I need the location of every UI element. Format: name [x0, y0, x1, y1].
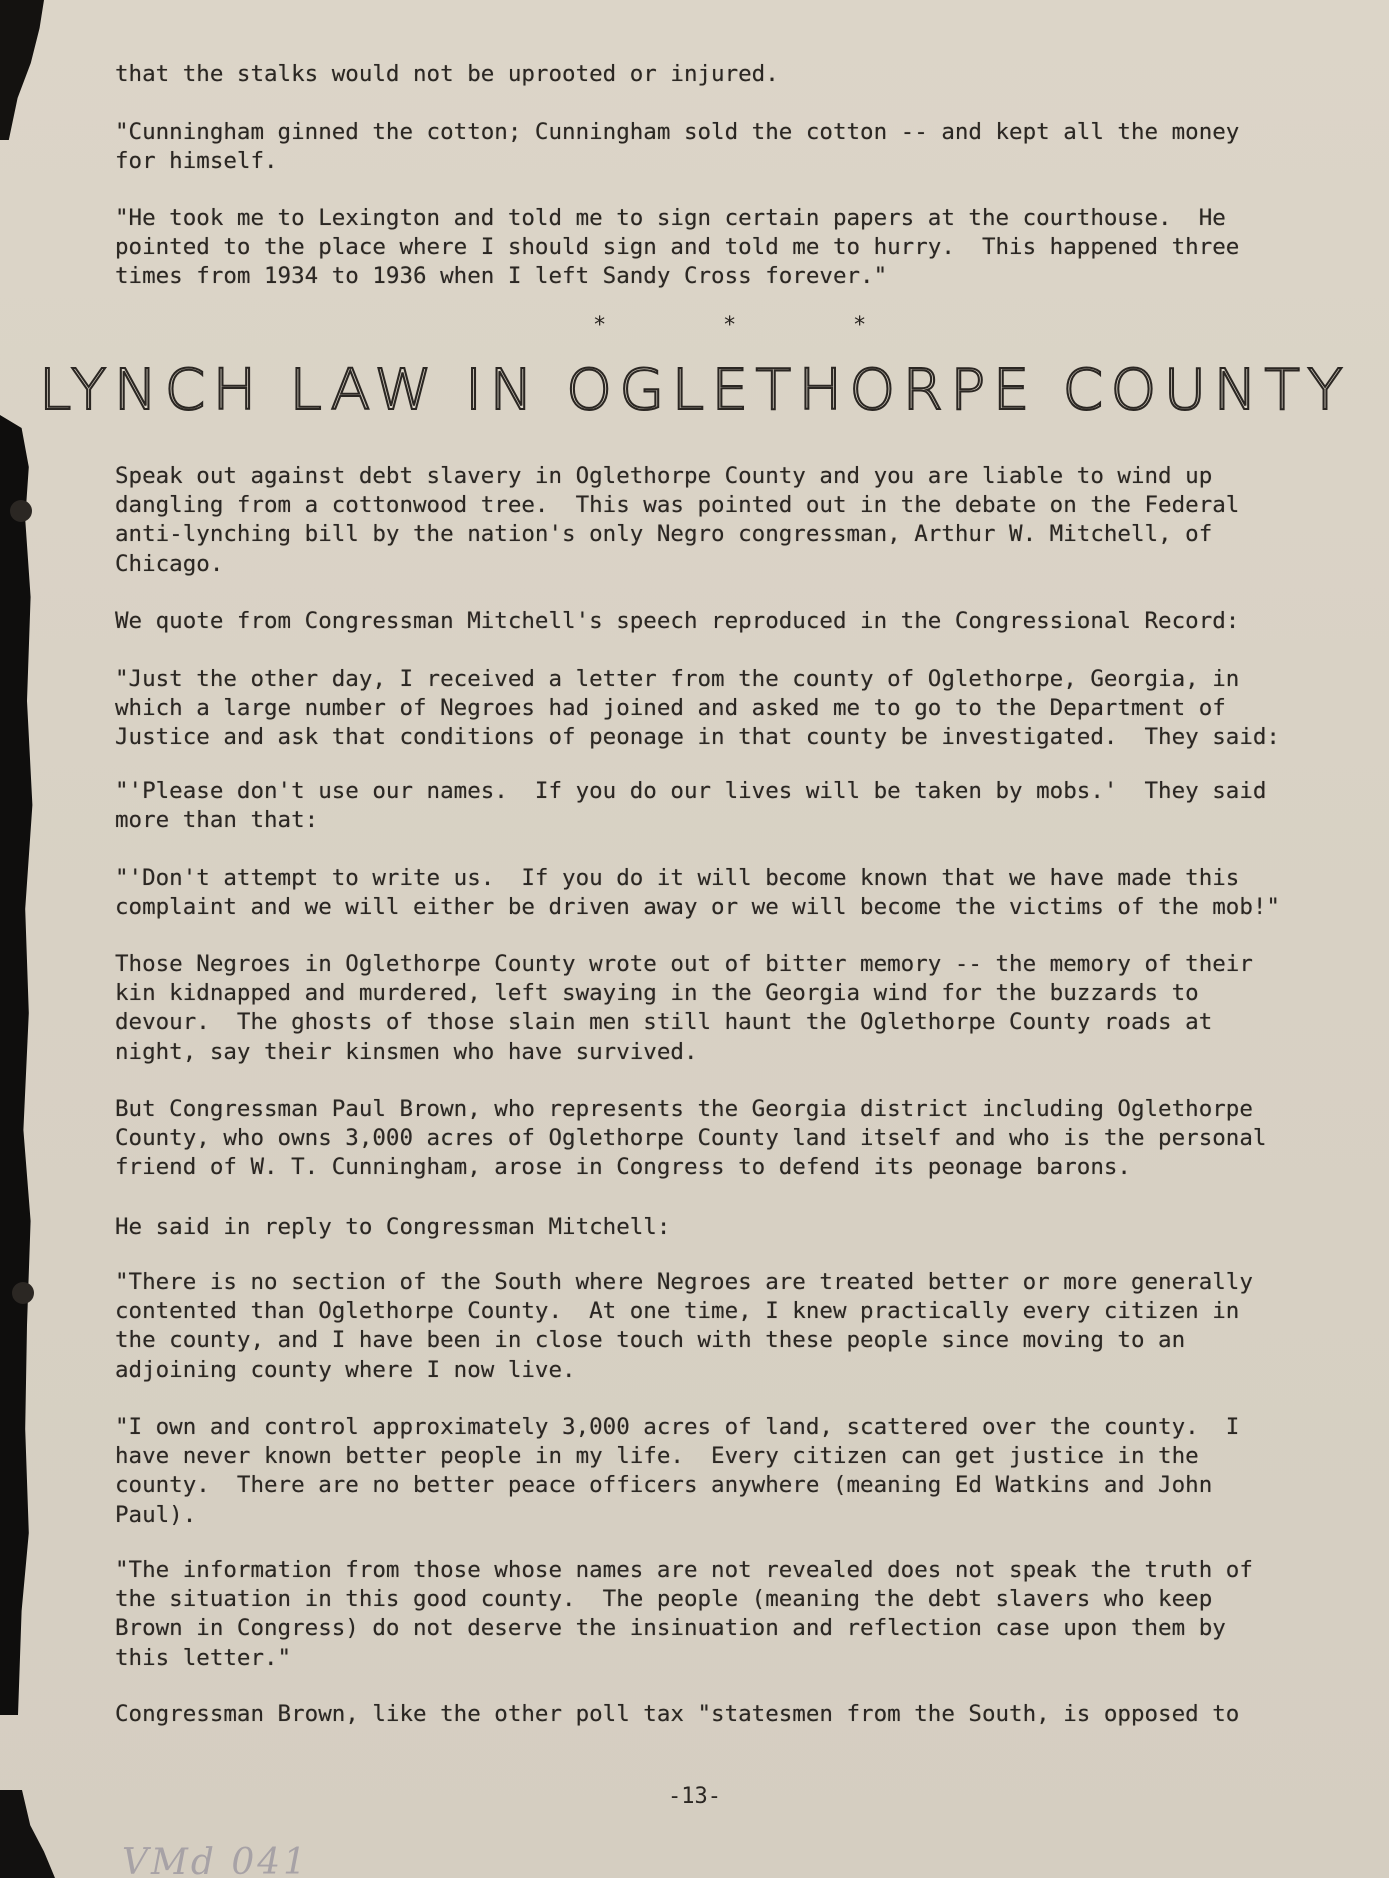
- text-line: Brown in Congress) do not deserve the insinuation and reflection case upon them by: [115, 1615, 1226, 1642]
- text-line: devour. The ghosts of those slain men still haunt the Oglethorpe County roads at: [115, 1009, 1213, 1036]
- text-line: But Congressman Paul Brown, who represents the Georgia district including Oglethorpe: [115, 1096, 1253, 1122]
- paragraph: [115, 1268, 1360, 1385]
- paragraph: [115, 665, 1360, 753]
- text-line: "'Don't attempt to write us. If you do it will become known that we have made this: [115, 865, 1240, 891]
- section-heading: LYNCH LAW IN OGLETHORPE COUNTY: [38, 358, 1351, 423]
- paragraph: [115, 204, 1360, 292]
- paragraph: [115, 777, 1360, 835]
- text-line: kin kidnapped and murdered, left swaying in the Georgia wind for the buzzards to: [115, 980, 1199, 1007]
- text-line: more than that:: [115, 807, 319, 834]
- text-line: We quote from Congressman Mitchell's speech reproduced in the Congressional Record:: [115, 608, 1240, 634]
- text-line: anti-lynching bill by the nation's only Negro congressman, Arthur W. Mitchell, of: [115, 521, 1213, 548]
- text-line: have never known better people in my life. Every citizen can get justice in the: [115, 1443, 1199, 1470]
- text-line: county. There are no better peace officers anywhere (meaning Ed Watkins and John: [115, 1472, 1213, 1499]
- text-line: dangling from a cottonwood tree. This was pointed out in the debate on the Federal: [115, 492, 1240, 519]
- paragraph: [115, 864, 1360, 922]
- text-line: times from 1934 to 1936 when I left Sandy Cross forever.": [115, 263, 888, 290]
- text-line: night, say their kinsmen who have survived.: [115, 1038, 698, 1065]
- paragraph: [115, 1413, 1360, 1530]
- torn-edge-top: [0, 0, 44, 140]
- text-line: which a large number of Negroes had joined and asked me to go to the Department of: [115, 695, 1226, 722]
- text-line: this letter.": [115, 1644, 292, 1671]
- torn-edge-left: [0, 415, 36, 1715]
- text-line: "The information from those whose names are not revealed does not speak the truth of: [115, 1557, 1253, 1583]
- text-line: friend of W. T. Cunningham, arose in Congress to defend its peonage barons.: [115, 1154, 1131, 1181]
- text-line: "Just the other day, I received a letter from the county of Oglethorpe, Georgia, in: [115, 666, 1240, 692]
- paragraph: [115, 1556, 1360, 1673]
- page-number: -13-: [668, 1784, 721, 1809]
- text-line: Those Negroes in Oglethorpe County wrote out of bitter memory -- the memory of their: [115, 951, 1253, 977]
- text-line: "Cunningham ginned the cotton; Cunningham sold the cotton -- and kept all the money: [115, 119, 1240, 145]
- text-line: "There is no section of the South where Negroes are treated better or more generally: [115, 1269, 1253, 1295]
- separator-star: *: [723, 313, 737, 338]
- text-line: County, who owns 3,000 acres of Oglethorpe County land itself and who is the personal: [115, 1125, 1267, 1152]
- text-line: for himself.: [115, 148, 278, 175]
- text-line: the situation in this good county. The people (meaning the debt slavers who keep: [115, 1586, 1213, 1613]
- text-line: "'Please don't use our names. If you do our lives will be taken by mobs.' They said: [115, 778, 1267, 804]
- text-line: Justice and ask that conditions of peonage in that county be investigated. They said:: [115, 724, 1280, 751]
- text-line: adjoining county where I now live.: [115, 1356, 576, 1383]
- text-line: the county, and I have been in close touch with these people since moving to an: [115, 1327, 1186, 1354]
- text-line: that the stalks would not be uprooted or injured.: [115, 61, 779, 87]
- paragraph: [115, 950, 1360, 1067]
- paragraph: [115, 1213, 1360, 1242]
- text-line: Paul).: [115, 1501, 197, 1528]
- section-separator: [0, 313, 1389, 338]
- punch-hole: [10, 500, 32, 522]
- paragraph: [115, 1700, 1360, 1729]
- handwritten-note: VMd 041: [122, 1842, 310, 1878]
- text-line: "He took me to Lexington and told me to sign certain papers at the courthouse. He: [115, 205, 1226, 231]
- separator-star: *: [853, 313, 867, 338]
- text-line: He said in reply to Congressman Mitchell:: [115, 1214, 671, 1240]
- paragraph: [115, 462, 1360, 579]
- paragraph: [115, 607, 1360, 636]
- text-line: pointed to the place where I should sign and told me to hurry. This happened three: [115, 234, 1240, 261]
- paragraph: [115, 118, 1360, 176]
- text-line: Congressman Brown, like the other poll tax "statesmen from the South, is opposed to: [115, 1701, 1240, 1727]
- paragraph: [115, 1095, 1360, 1183]
- text-line: "I own and control approximately 3,000 acres of land, scattered over the county. I: [115, 1414, 1240, 1440]
- punch-hole: [12, 1282, 34, 1304]
- text-line: Speak out against debt slavery in Oglethorpe County and you are liable to wind up: [115, 463, 1213, 489]
- paragraph: [115, 60, 1360, 89]
- text-line: Chicago.: [115, 550, 224, 577]
- text-line: complaint and we will either be driven away or we will become the victims of the mob!": [115, 894, 1280, 921]
- separator-star: *: [593, 313, 607, 338]
- text-line: contented than Oglethorpe County. At one time, I knew practically every citizen in: [115, 1298, 1240, 1325]
